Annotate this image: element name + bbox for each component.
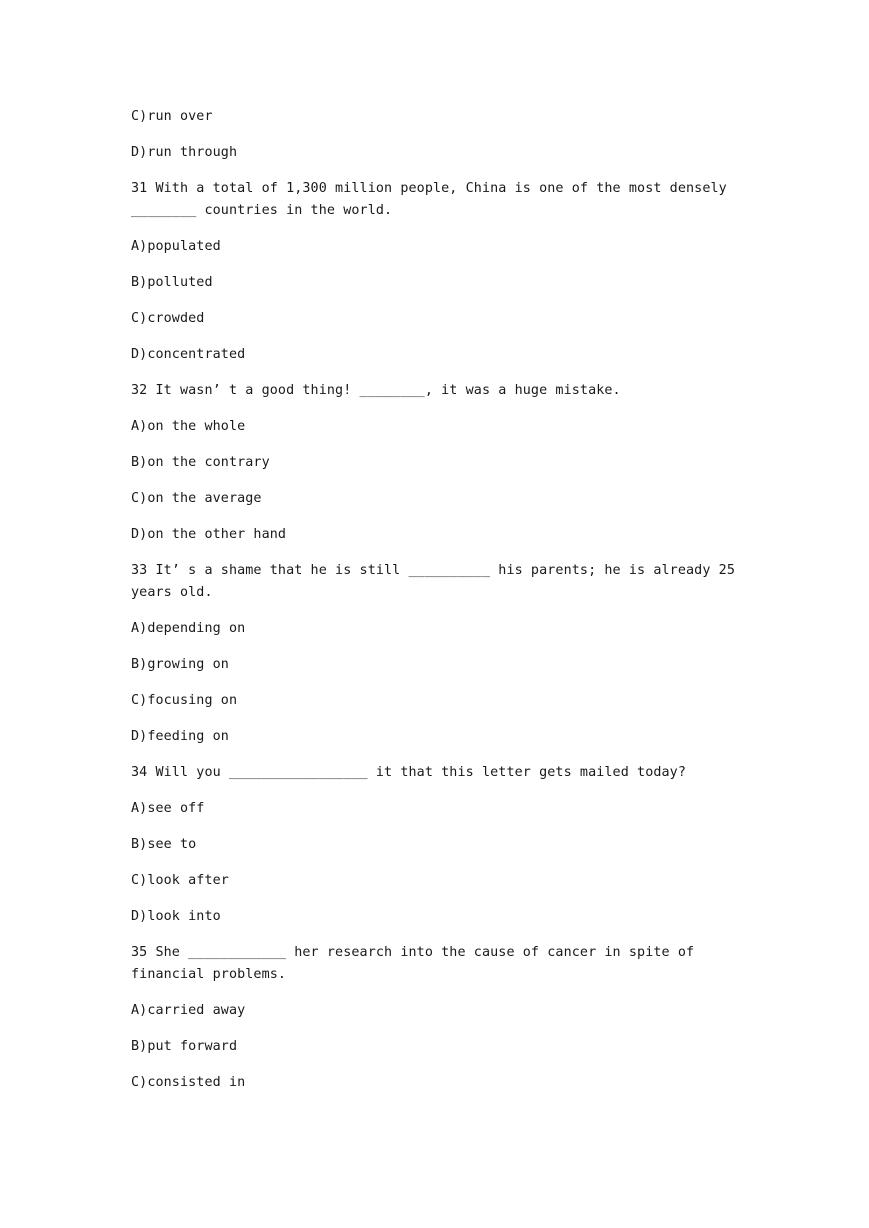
question-32: 32 It wasn’ t a good thing! ________, it was a huge mistake. xyxy=(131,383,621,398)
option-33-a: A)depending on xyxy=(131,621,246,636)
option-32-b: B)on the contrary xyxy=(131,455,270,470)
option-34-a: A)see off xyxy=(131,801,205,816)
option-31-b: B)polluted xyxy=(131,275,213,290)
option-31-prev-d: D)run through xyxy=(131,145,238,160)
document-page xyxy=(131,106,744,1108)
question-31: 31 With a total of 1,300 million people, China is one of the most densely ________ countries in the world. xyxy=(131,181,735,218)
option-35-c: C)consisted in xyxy=(131,1075,246,1090)
option-33-c: C)focusing on xyxy=(131,693,238,708)
option-33-b: B)growing on xyxy=(131,657,229,672)
option-34-d: D)look into xyxy=(131,909,221,924)
option-31-prev-c: C)run over xyxy=(131,109,213,124)
option-31-d: D)concentrated xyxy=(131,347,246,362)
option-32-d: D)on the other hand xyxy=(131,527,287,542)
option-35-a: A)carried away xyxy=(131,1003,246,1018)
option-32-c: C)on the average xyxy=(131,491,262,506)
option-31-a: A)populated xyxy=(131,239,221,254)
option-32-a: A)on the whole xyxy=(131,419,246,434)
question-33: 33 It’ s a shame that he is still __________ his parents; he is already 25 years old. xyxy=(131,563,744,600)
option-35-b: B)put forward xyxy=(131,1039,238,1054)
option-34-b: B)see to xyxy=(131,837,197,852)
question-34: 34 Will you _________________ it that this letter gets mailed today? xyxy=(131,765,687,780)
option-31-c: C)crowded xyxy=(131,311,205,326)
option-34-c: C)look after xyxy=(131,873,229,888)
question-35: 35 She ____________ her research into the cause of cancer in spite of financial problems. xyxy=(131,945,703,982)
option-33-d: D)feeding on xyxy=(131,729,229,744)
